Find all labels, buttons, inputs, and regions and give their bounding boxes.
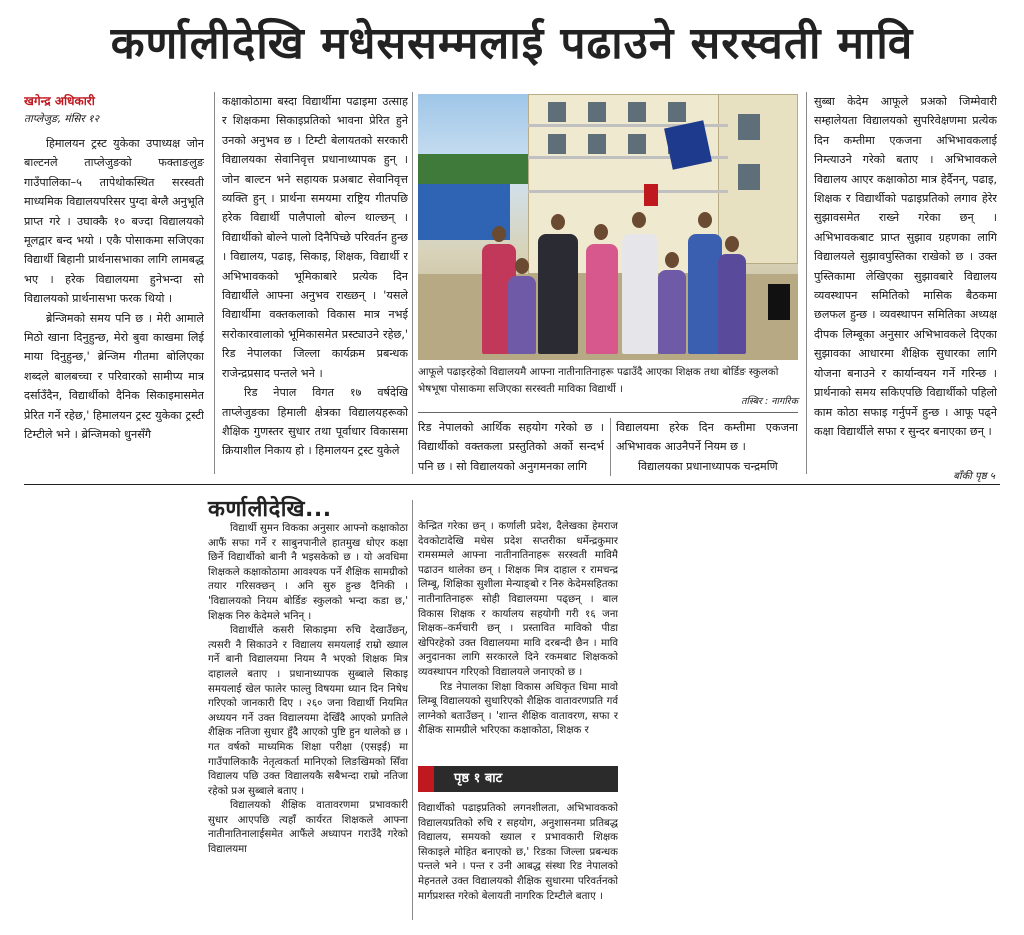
dateline: ताप्लेजुङ, मंसिर १२ bbox=[24, 113, 100, 125]
article-column-2 bbox=[222, 92, 408, 474]
page-banner bbox=[418, 766, 618, 792]
paragraph: रिड नेपालका शिक्षा विकास अधिकृत धिमा मावो लिम्बू विद्यालयको सुधारिएको शैक्षिक वातावरणप्रति गर्व लाग्नेको बताउँछन् । 'शान्त शैक्षिक वातावरण, सफा र शैक्षिक सामग्रीले भरिएका कक्षाकोठा, शिक्षक र bbox=[418, 681, 618, 737]
continued-column-2-after bbox=[418, 802, 618, 926]
paragraph: विद्यालयका प्रधानाध्यापक चन्द्रमणि bbox=[638, 459, 778, 473]
paragraph: सुब्बा केदेम आफूले प्रअको जिम्मेवारी सम्हालेयता विद्यालयको सुपरिवेक्षणमा प्रत्येक दिन कम्तीमा एकजना अभिभावकलाई निम्त्याउने गरेको बताए । अभिभावकले विद्यालय आएर कक्षाकोठा मात्र हेर्दैनन्, पढाइ, शिक्षक र विद्यार्थीको पढाइप्रतिको लगाव हेरेर सुझावसमेत राख्ने गरेका छन् । अभिभावकबाट प्राप्त सुझाव ग्रहणका लागि विद्यालयले सुझावपुस्तिका राखेको छ । उक्त पुस्तिकामा लेखिएका सुझावबारे विद्यालय व्यवस्थापन समितिको मासिक बैठकमा छलफल हुन्छ । व्यवस्थापन समितिका अध्यक्ष दीपक लिम्बूका अनुसार अभिभावकले दिएका सुझावका आधारमा शैक्षिक सुधारका लागि योजना बनाउने र कार्यान्वयन गर्ने गरिन्छ । प्रार्थनाको समय सकिएपछि विद्यार्थीको पहिलो काम कोठा सफाइ गर्नुपर्ने हुन्छ । आफू पढ्ने कक्षा विद्यार्थीले सफा र सुन्दर बनाएका छन् । bbox=[814, 95, 997, 438]
paragraph: रिड नेपाल विगत १७ वर्षदेखि ताप्लेजुङका हिमाली क्षेत्रका विद्यालयहरूको शैक्षिक गुणस्तर सुधार तथा पूर्वाधार विकासमा क्रियाशील निकाय हो । हिमालयन ट्रस्ट युकेले bbox=[222, 386, 408, 458]
continued-title: कर्णालीदेखि... bbox=[208, 497, 332, 522]
article-column-5 bbox=[814, 92, 997, 466]
section-rule bbox=[24, 484, 1000, 485]
article-column-3 bbox=[418, 418, 604, 476]
column-divider bbox=[412, 500, 413, 920]
paragraph: रिड नेपालको आर्थिक सहयोग गरेको छ । विद्यार्थीको वक्तकला प्रस्तुतिको अर्को सन्दर्भ पनि छ । सो विद्यालयको अनुगमनका लागि bbox=[418, 421, 604, 473]
banner-accent bbox=[418, 766, 434, 792]
paragraph: विद्यार्थीको पढाइप्रतिको लगनशीलता, अभिभावकको विद्यालयप्रतिको रुचि र सहयोग, अनुशासनमा प्रतिबद्ध विद्यालय, समयको ख्याल र प्रभावकारी शिक्षक सिकाइले मोहित बनाएको छ,' रिडका जिल्ला प्रबन्धक पन्तले भने । पन्त र उनी आबद्ध संस्था रिड नेपालको मेहनतले उक्त विद्यालयको शैक्षिक सुधारमा परिवर्तनको मार्गप्रशस्त गरेको बेलायती नागरिक टिम्टीले बताए । bbox=[418, 803, 618, 902]
paragraph: विद्यालयको शैक्षिक वातावरणमा प्रभावकारी सुधार आएपछि त्यहाँ कार्यरत शिक्षकले आफ्ना नातीनातिनालाईसमेत आफैंले अध्यापन गराउँदै गरेको विद्यालयमा bbox=[208, 800, 408, 856]
paragraph: विद्यार्थी सुमन विकका अनुसार आफ्नो कक्षाकोठा आफैं सफा गर्ने र साबुनपानीले हातमुख धोएर कक्षा छिर्ने विद्यार्थीको बानी नै भइसकेको छ । यो अवधिमा शिक्षकले कक्षाकोठामा आवश्यक पर्ने शैक्षिक सामग्रीको तयार गरिसक्छन् । अनि सुरु हुन्छ दैनिकी । 'विद्यालयको नियम बोर्डिङ स्कुलको भन्दा कडा छ,' शिक्षक निरु केदेमले भनिन् । bbox=[208, 523, 408, 622]
column-divider bbox=[610, 418, 611, 476]
column-divider bbox=[412, 92, 413, 474]
paragraph: केन्द्रित गरेका छन् । कर्णाली प्रदेश, दैलेखका हेमराज देवकोटादेखि मधेस प्रदेश सप्तरीका धर्मेन्द्रकुमार रामसम्मले आफ्ना नातीनातिनाहरू सरस्वती माविमै पढाउन थालेका छन् । शिक्षक मित्र दाहाल र रामचन्द्र लिम्बू, शिक्षिका सुशीला मेन्याङ्बो र निरु केदेमसहितका नातीनातिनाहरू सोही विद्यालयमा पढ्छन् । बाल विकास शिक्षक र कार्यालय सहयोगी गरी १६ जना शिक्षक–कर्मचारी छन् । प्रस्तावित माविको पीडा खेपिरहेको उक्त विद्यालयमा मावि दरबन्दी छैन । मावि अनुदानका लागि सरकारले दिने रकमबाट शिक्षकको व्यवस्थापन गरिएको विद्यालयले जनाएको छ । bbox=[418, 521, 618, 678]
continued-column-2 bbox=[418, 520, 618, 760]
paragraph: कक्षाकोठामा बस्दा विद्यार्थीमा पढाइमा उत्साह र शिक्षकमा सिकाइप्रतिको भावना प्रेरित हुने उनको अनुभव छ । टिम्टी बेलायतको सरकारी विद्यालयका सेवानिवृत्त प्रधानाध्यापक हुन् । जोन बाल्टन भने सहायक प्रअबाट सेवानिवृत्त व्यक्ति हुन् । प्रार्थना समयमा राष्ट्रिय गीतपछि हरेक विद्यार्थी पालैपालो बोल्न थाल्छन् । विद्यार्थीको बोल्ने पालो दिनैपिच्छे परिवर्तन हुन्छ । विद्यालय, पढाइ, सिकाइ, शिक्षक, विद्यार्थी र अभिभावकको भूमिकाबारे प्रत्येक दिन विद्यार्थीले आफ्ना अनुभव राख्छन् । 'यसले विद्यार्थीमा वक्तकलाको विकास मात्र नभई सरोकारवालाको भूमिकासमेत प्रस्ट्याउने रहेछ,' रिड नेपालका जिल्ला कार्यक्रम प्रबन्धक राजेन्द्रप्रसाद पन्तले भने । bbox=[222, 95, 408, 380]
photo-credit: तस्बिर : नागरिक bbox=[741, 396, 798, 407]
article-column-4 bbox=[616, 418, 798, 476]
page-banner-label: पृष्ठ १ बाट bbox=[454, 771, 503, 786]
photo-caption: आफूले पढाइरहेको विद्यालयमै आफ्ना नातीनातिनाहरू पढाउँदै आएका शिक्षक तथा बोर्डिङ स्कुलको भेषभूषा पोसाकमा सजिएका सरस्वती माविका विद्यार्थी । bbox=[418, 366, 779, 395]
paragraph: ब्रेन्जिमको समय पनि छ । मेरी आमाले मिठो खाना दिनुहुन्छ, मेरो बुवा काखमा लिई माया दिनुहुन्छ,' ब्रेन्जिम गीतमा बोलिएका शब्दले बालबच्चा र परिवारको सामीप्य मात्र दर्साउँदैन, विद्यार्थीको दैनिक सिकाइमासमेत प्रेरित गर्ने रहेछ,' हिमालयन ट्रस्ट युकेका ट्रस्टी टिम्टीले भने । ब्रेन्जिमको धुनसँगै bbox=[24, 311, 204, 442]
byline: खगेन्द्र अधिकारी bbox=[24, 94, 95, 108]
article-column-1 bbox=[24, 92, 204, 474]
paragraph: विद्यार्थीले कसरी सिकाइमा रुचि देखाउँछन्, त्यसरी नै सिकाउने र विद्यालय समयलाई राम्रो ख्याल गर्ने बानी विद्यालयमा नियम नै भएको शिक्षक मित्र दाहालले बताए । प्रधानाध्यापक सुब्बाले सिकाइ समयलाई खेल फालेर फाल्तु विषयमा ध्यान दिन निषेध गरिएको जानकारी दिए । २६० जना विद्यार्थी नियमित अध्ययन गर्ने उक्त विद्यालयमा देखिँदै आएको प्रगतिले शैक्षिक नतिजा सुधार हुँदै आएको पुष्टि हुन थालेको छ । गत वर्षको माध्यमिक शिक्षा परीक्षा (एसइई) मा गाउँपालिकाकै नेतृत्वकर्ता मानिएको लिङखिमको सिँवा विद्यालय पछि उक्त विद्यालयकै सबैभन्दा राम्रो नतिजा रहेको प्रअ सुब्बाले बताए । bbox=[208, 625, 408, 797]
headline: कर्णालीदेखि मधेससम्मलाई पढाउने सरस्वती मावि bbox=[110, 18, 914, 69]
paragraph: हिमालयन ट्रस्ट युकेका उपाध्यक्ष जोन बाल्टनले ताप्लेजुङको फक्ताङलुङ गाउँपालिका–५ तापेथोकस्थित सरस्वती माध्यमिक विद्यालयपरिसर पुग्दा बेग्लै अनुभूति प्राप्त गरे । उघाक्कै १० बज्दा विद्यालयको मूलद्वार बन्द भयो । एकै पोसाकमा सजिएका विद्यार्थी बिहानी प्रार्थनासभाका लागि लामबद्ध भए । हरेक विद्यालयमा हुनेभन्दा सो विद्यालयको प्रार्थनासभा फरक थियो । bbox=[24, 137, 204, 306]
caption-rule bbox=[418, 412, 798, 413]
paragraph: विद्यालयमा हरेक दिन कम्तीमा एकजना अभिभावक आउनैपर्ने नियम छ । bbox=[616, 421, 798, 454]
school-group-photo bbox=[418, 94, 798, 360]
continued-column-1 bbox=[208, 522, 408, 922]
jump-line: बाँकी पृष्ठ ५ bbox=[953, 471, 995, 482]
column-divider bbox=[214, 92, 215, 474]
column-divider bbox=[806, 92, 807, 474]
